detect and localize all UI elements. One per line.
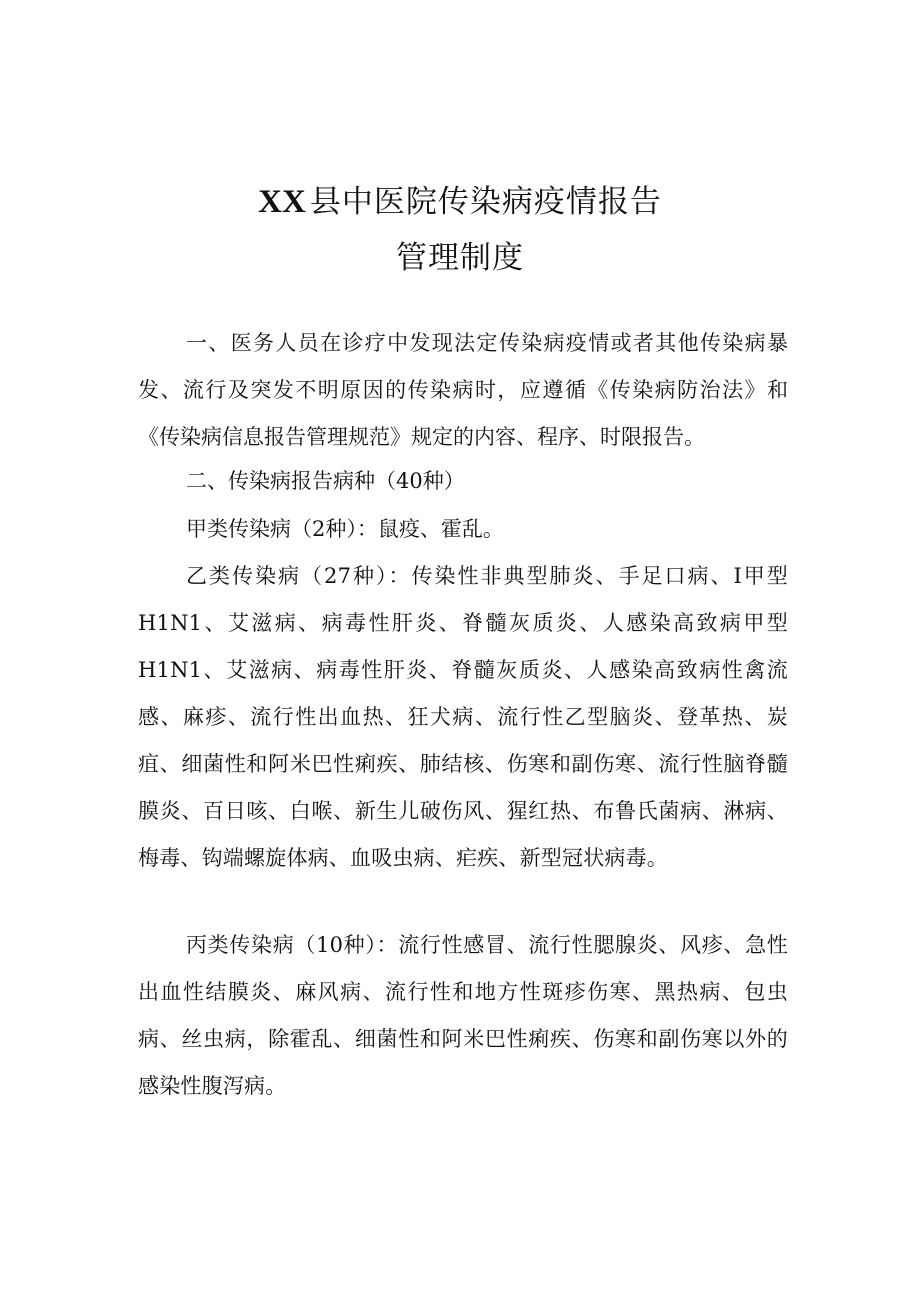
title-county-placeholder: XX — [258, 184, 306, 220]
paragraph-class-b-diseases — [138, 553, 788, 882]
paragraph-2-text: 二、传染病报告病种（40种） — [186, 469, 465, 493]
paragraph-disease-types-heading — [138, 458, 788, 505]
document-title-line-2: 管理制度 — [396, 240, 524, 276]
document-title-line-1 — [0, 176, 920, 221]
paragraph-3-text: 甲类传染病（2种）：鼠疫、霍乱。 — [186, 517, 504, 541]
paragraph-4-text: 乙类传染病（27种）：传染性非典型肺炎、手足口病、I甲型H1N1、艾滋病、病毒性肝炎、脊髓灰质炎、人感染高致病甲型H1N1、艾滋病、病毒性肝炎、脊髓灰质炎、人感染高致病性禽流感、麻疹、流行性出血热、狂犬病、流行性乙型脑炎、登革热、炭疽、细菌性和阿米巴性痢疾、肺结核、伤寒和副伤寒、流行性脑脊髓膜炎、百日咳、白喉、新生儿破伤风、猩红热、布鲁氏菌病、淋病、梅毒、钩端螺旋体病、血吸虫病、疟疾、新型冠状病毒。 — [138, 564, 788, 870]
paragraph-class-a-diseases — [138, 506, 788, 553]
paragraph-1-text: 一、医务人员在诊疗中发现法定传染病疫情或者其他传染病暴发、流行及突发不明原因的传染病时，应遵循《传染病防治法》和《传染病信息报告管理规范》规定的内容、程序、时限报告。 — [138, 331, 788, 449]
paragraph-reporting-requirement — [138, 320, 788, 461]
title-hospital-name: 县中医院传染病疫情报告 — [309, 184, 662, 220]
paragraph-class-c-diseases — [138, 922, 788, 1110]
paragraph-5-text: 丙类传染病（10种）：流行性感冒、流行性腮腺炎、风疹、急性出血性结膜炎、麻风病、流行性和地方性斑疹伤寒、黑热病、包虫病、丝虫病，除霍乱、细菌性和阿米巴性痢疾、伤寒和副伤寒以外的感染性腹泻病。 — [138, 933, 788, 1098]
